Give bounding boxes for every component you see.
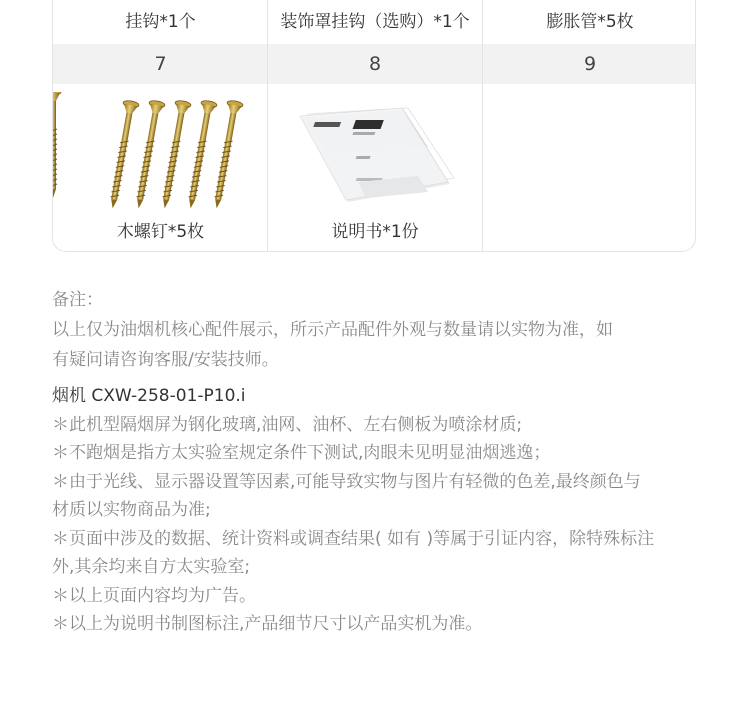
spec-item-4-cont: 外,其余均来自方太实验室;: [52, 557, 251, 577]
spec-item-1: ＊此机型隔烟屏为钢化玻璃,油网、油杯、左右侧板为喷涂材质;: [52, 414, 523, 435]
parts-column-1: [53, 0, 268, 252]
parts-column-3: [482, 0, 696, 252]
spec-item-3: ＊由于光线、显示器设置等因素,可能导致实物与图片有轻微的色差,最终颜色与: [52, 471, 641, 492]
part-number-9: 9: [483, 44, 696, 84]
part-caption-manual: 说明书*1份: [331, 221, 419, 242]
notes-heading: 备注：: [52, 290, 103, 310]
manual-image: [268, 92, 482, 212]
notes-line-1: 以上仅为油烟机核心配件展示，所示产品配件外观与数量请以实物为准，如: [52, 320, 613, 340]
part-number-7: 7: [53, 44, 268, 84]
wood-screws-image: [53, 92, 268, 212]
model-number: 烟机 CXW-258-01-P10.i: [52, 386, 246, 406]
manual-booklet-icon: [268, 92, 483, 212]
part-label-hook: 挂钩*1个: [125, 11, 196, 32]
spec-item-6: ＊以上为说明书制图标注,产品细节尺寸以产品实机为准。: [52, 614, 483, 634]
spec-item-4: ＊页面中涉及的数据、统计资料或调查结果( 如有 )等属于引证内容，除特殊标注: [52, 528, 655, 549]
part-number-8: 8: [268, 44, 482, 84]
spec-section: [52, 382, 712, 639]
spec-item-2: ＊不跑烟是指方太实验室规定条件下测试,肉眼未见明显油烟逃逸；: [52, 443, 551, 463]
parts-table: [52, 0, 696, 252]
parts-column-2: [267, 0, 482, 252]
empty-image-slot: [483, 92, 696, 212]
spec-item-3-cont: 材质以实物商品为准;: [52, 500, 211, 520]
notes-line-2: 有疑问请咨询客服/安装技师。: [52, 350, 279, 370]
part-caption-wood-screws: 木螺钉*5枚: [116, 221, 205, 242]
part-label-cover-hook: 装饰罩挂钩（选购）*1个: [280, 11, 470, 32]
notes-section: [52, 285, 712, 375]
part-caption-empty: [483, 215, 696, 243]
part-label-expansion-tube: 膨胀管*5枚: [546, 11, 634, 32]
spec-item-5: ＊以上页面内容均为广告。: [52, 585, 256, 606]
wood-screws-icon: [53, 92, 268, 212]
